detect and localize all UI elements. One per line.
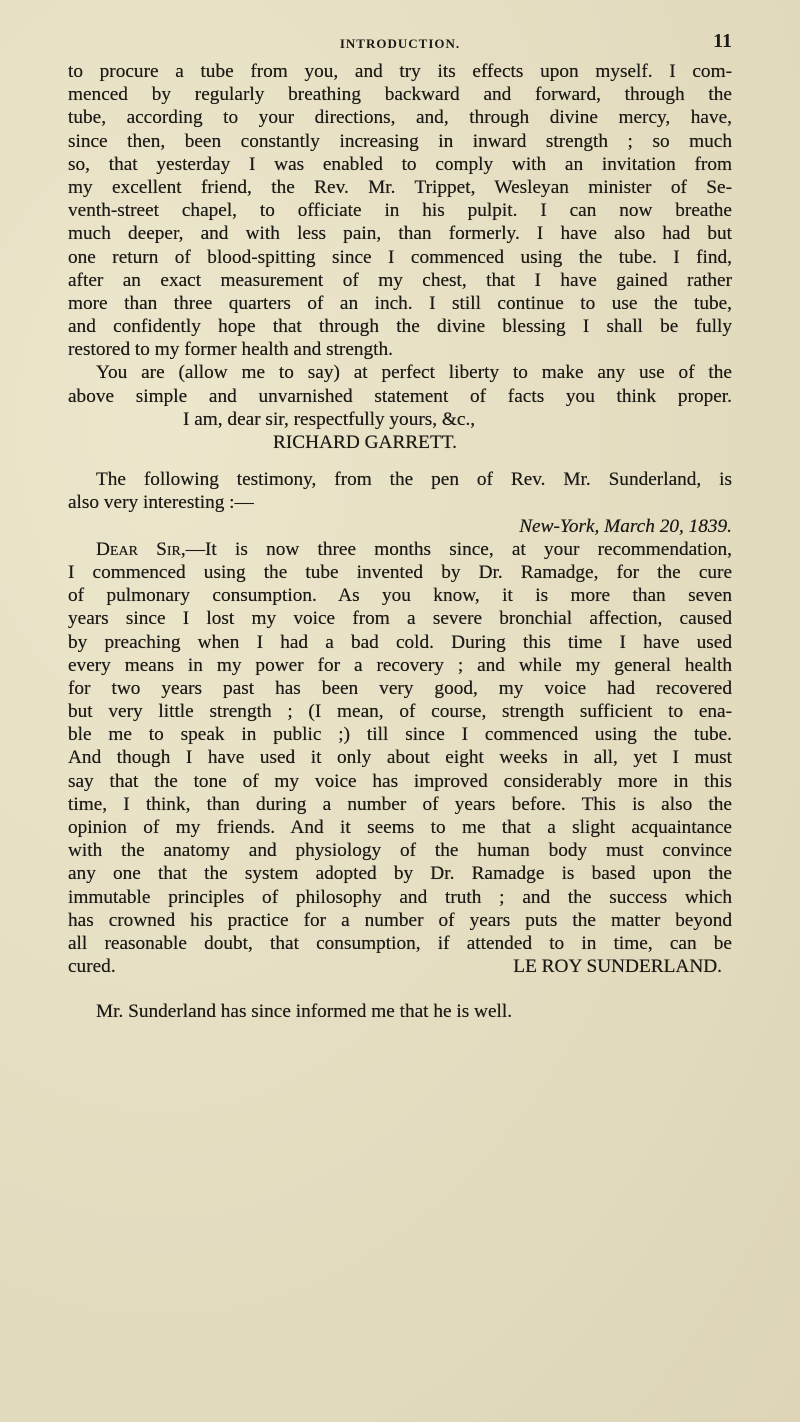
text-line: restored to my former health and strength. xyxy=(68,339,394,361)
text-line: for two years past has been very good, my voice had recovered xyxy=(68,677,732,699)
text-line: opinion of my friends. And it seems to me that a slight acquaintance xyxy=(68,817,732,838)
text-line: I commenced using the tube invented by Dr. Ramadge, for the cure xyxy=(68,561,732,583)
letter-sunderland-first-line xyxy=(68,538,732,561)
text-line: any one that the system adopted by Dr. Ramadge is based upon the xyxy=(68,863,732,885)
text-line: above simple and unvarnished statement of facts you think proper. xyxy=(68,385,732,407)
text-line: And though I have used it only about eight weeks in all, yet I must xyxy=(68,747,732,769)
testimony-intro xyxy=(68,468,732,514)
text-line: The following testimony, from the pen of Rev. Mr. Sunderland, is xyxy=(96,469,732,491)
text-line: You are (allow me to say) at perfect liberty to make any use of the xyxy=(96,362,732,384)
text-line: and confidently hope that through the divine blessing I shall be fully xyxy=(68,316,732,338)
dateline-text: New-York, March 20, 1839. xyxy=(519,515,732,537)
text-line: ble me to speak in public ;) till since I commenced using the tube. xyxy=(68,724,732,746)
text-line: menced by regularly breathing backward and forward, through the xyxy=(68,84,732,106)
salutation: Dear Sir, xyxy=(96,538,186,560)
page-header xyxy=(68,30,732,54)
text-line: cured. xyxy=(68,956,116,978)
page-number: 11 xyxy=(713,30,732,52)
text-line: of pulmonary consumption. As you know, it is more than seven xyxy=(68,585,732,607)
text-line: also very interesting :— xyxy=(68,492,254,514)
signature-sunderland: LE ROY SUNDERLAND. xyxy=(513,956,722,978)
letter-closing: I am, dear sir, respectfully yours, &c., xyxy=(183,408,476,430)
text-line: but very little strength ; (I mean, of course, strength sufficient to ena- xyxy=(68,701,732,723)
letter-sunderland-paragraph xyxy=(68,561,732,955)
text-line: after an exact measurement of my chest, that I have gained rather xyxy=(68,269,732,291)
text-line: one return of blood-spitting since I commenced using the tube. I find, xyxy=(68,246,732,268)
text-line: immutable principles of philosophy and truth ; and the success which xyxy=(68,886,732,908)
text-line: to procure a tube from you, and try its effects upon myself. I com- xyxy=(68,61,732,82)
text-line: since then, been constantly increasing in inward strength ; so much xyxy=(68,130,732,152)
text-line: all reasonable doubt, that consumption, if attended to in time, can be xyxy=(68,932,732,954)
text-line: years since I lost my voice from a severe bronchial affection, caused xyxy=(68,608,732,630)
text-line: time, I think, than during a number of years before. This is also the xyxy=(68,793,732,815)
letter-garrett-paragraph-2 xyxy=(68,361,732,407)
text-line: say that the tone of my voice has improved considerably more in this xyxy=(68,770,732,792)
text-line: —It is now three months since, at your recommendation, xyxy=(185,538,732,560)
letter-garrett-paragraph xyxy=(68,60,732,361)
text-line: much deeper, and with less pain, than formerly. I have also had but xyxy=(68,223,732,245)
text-line: venth-street chapel, to officiate in his pulpit. I can now breathe xyxy=(68,200,732,222)
text-line: tube, according to your directions, and, through divine mercy, have, xyxy=(68,107,732,129)
text-line: my excellent friend, the Rev. Mr. Trippet, Wesleyan minister of Se- xyxy=(68,176,732,198)
text-line: so, that yesterday I was enabled to comply with an invitation from xyxy=(68,153,732,175)
text-line: with the anatomy and physiology of the human body must convince xyxy=(68,840,732,862)
text-line: every means in my power for a recovery ; and while my general health xyxy=(68,654,732,676)
text-line: by preaching when I had a bad cold. During this time I have used xyxy=(68,631,732,653)
page-body xyxy=(68,60,732,1024)
text-line: more than three quarters of an inch. I still continue to use the tube, xyxy=(68,292,732,314)
text-line: has crowned his practice for a number of years puts the matter beyond xyxy=(68,909,732,931)
footer-note: Mr. Sunderland has since informed me that he is well. xyxy=(96,1001,513,1023)
running-title: INTRODUCTION. xyxy=(339,36,461,51)
letter-sunderland-end xyxy=(68,955,732,978)
signature-garrett: RICHARD GARRETT. xyxy=(273,432,457,453)
dateline xyxy=(68,515,732,538)
